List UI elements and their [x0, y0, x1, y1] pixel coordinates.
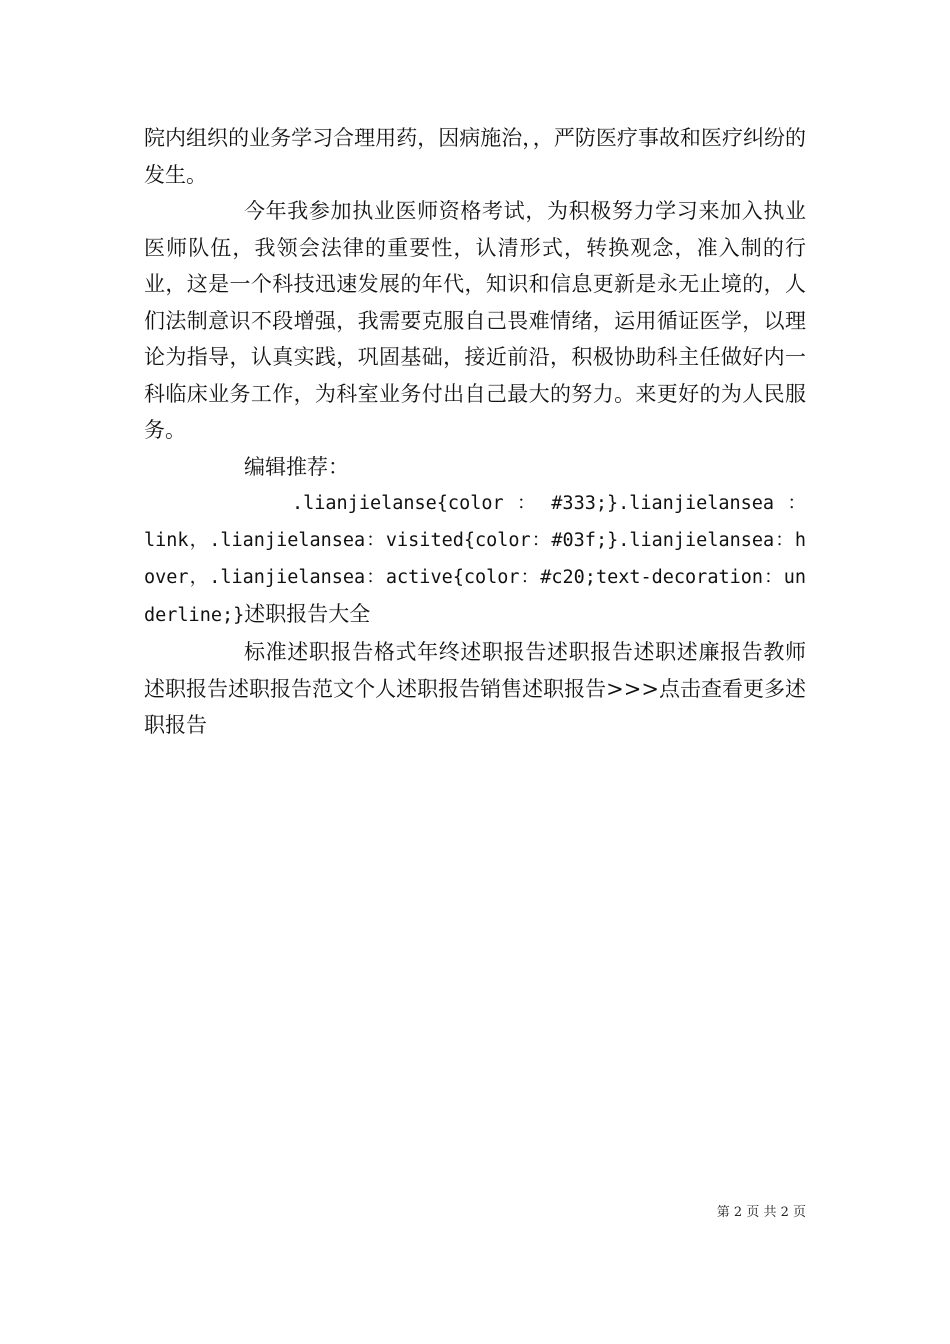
document-body [144, 120, 806, 744]
css-code-paragraph [144, 485, 806, 634]
paragraph-2: 今年我参加执业医师资格考试，为积极努力学习来加入执业医师队伍，我领会法律的重要性，认清形式，转换观念，准入制的行业，这是一个科技迅速发展的年代，知识和信息更新是永无止境的，人们法制意识不段增强，我需要克服自己畏难情绪，运用循证医学，以理论为指导，认真实践，巩固基础，接近前沿，积极协助科主任做好内一科临床业务工作，为科室业务付出自己最大的努力。来更好的为人民服务。 [144, 199, 806, 442]
paragraph-1: 院内组织的业务学习合理用药，因病施治，，严防医疗事故和医疗纠纷的发生。 [144, 126, 806, 187]
page-number-footer: 第 2 页 共 2 页 [716, 1205, 806, 1220]
report-links-paragraph[interactable]: 标准述职报告格式年终述职报告述职报告述职述廉报告教师述职报告述职报告范文个人述职报告销售述职报告>>>点击查看更多述职报告 [144, 640, 806, 737]
css-code-text: .lianjielanse{color ： #333;}.lianjielansea ：link，.lianjielansea：visited{color：#03f;}.lianjielansea：hover，.lianjielansea：active{color：#c20;text-decoration：underline;} [144, 493, 806, 626]
report-collection-link[interactable]: 述职报告大全 [244, 602, 371, 626]
editor-recommendation-heading: 编辑推荐： [244, 454, 349, 479]
